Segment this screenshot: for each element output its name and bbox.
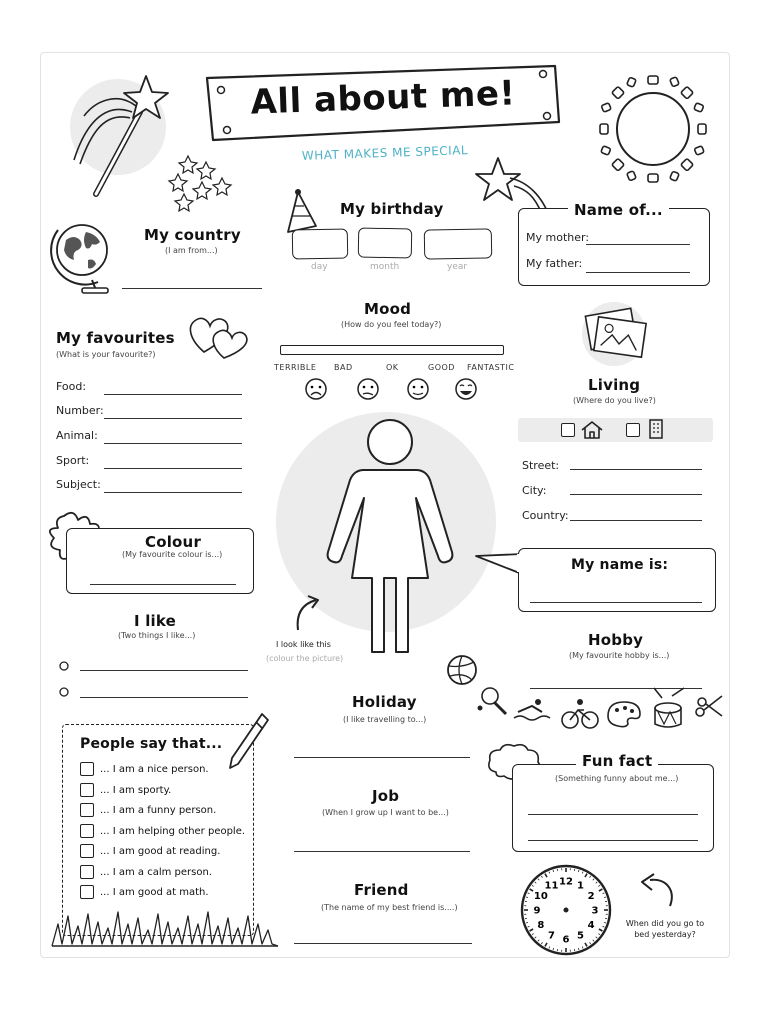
hearts-icon (188, 312, 254, 362)
favourite-animal-label: Animal: (56, 429, 98, 442)
job-title: Job (372, 787, 400, 805)
checkbox[interactable] (80, 885, 94, 899)
bullet-circle-2 (58, 686, 70, 698)
clock-number: 4 (587, 920, 595, 931)
mood-level-good: GOOD (428, 363, 455, 372)
living-country-line[interactable] (570, 520, 702, 521)
mood-faces (300, 376, 490, 404)
mother-label: My mother: (526, 231, 590, 244)
people-say-title: People say that... (80, 736, 223, 752)
apartment-building-icon (648, 418, 664, 440)
birthday-title: My birthday (340, 200, 444, 218)
bullet-circle-1 (58, 660, 70, 672)
birthday-year-box[interactable] (424, 228, 493, 259)
people-say-item-label: ... I am good at math. (100, 887, 209, 898)
sun-icon (598, 74, 708, 184)
people-say-item-label: ... I am a nice person. (100, 764, 209, 775)
page-title: All about me! (249, 73, 517, 123)
clock-number: 7 (548, 930, 555, 942)
i-like-title: I like (134, 612, 177, 630)
swimming-icon (514, 699, 550, 720)
hobby-title: Hobby (588, 631, 644, 649)
living-hint: (Where do you live?) (573, 396, 656, 405)
house-icon (580, 420, 604, 440)
volleyball-icon (446, 654, 478, 686)
birthday-year-label: year (447, 262, 468, 272)
country-hint: (I am from...) (165, 246, 218, 255)
fun-fact-title: Fun fact (576, 752, 658, 770)
mother-answer-line[interactable] (586, 244, 690, 245)
living-title: Living (588, 376, 641, 394)
house-checkbox[interactable] (561, 423, 575, 437)
fun-fact-line-2[interactable] (528, 840, 698, 841)
apartment-checkbox[interactable] (626, 423, 640, 437)
favourite-sport-label: Sport: (56, 454, 90, 467)
colour-answer-line[interactable] (90, 584, 236, 585)
checkbox[interactable] (80, 824, 94, 838)
favourite-sport-line[interactable] (104, 468, 242, 469)
page-subtitle: WHAT MAKES ME SPECIAL (301, 143, 469, 163)
i-like-line-1[interactable] (80, 670, 248, 671)
city-label: City: (522, 484, 547, 497)
country-answer-line[interactable] (122, 288, 262, 289)
colour-hint: (My favourite colour is...) (122, 550, 223, 559)
people-say-item[interactable] (80, 883, 250, 904)
checkbox[interactable] (80, 844, 94, 858)
hobby-icons (476, 686, 726, 734)
name-of-title: Name of... (568, 201, 669, 219)
friend-title: Friend (354, 881, 409, 899)
checkbox[interactable] (80, 803, 94, 817)
clock-number: 5 (577, 930, 584, 942)
bedtime-question-line-2: bed yesterday? (634, 930, 696, 939)
mood-title: Mood (364, 300, 412, 318)
clock-number: 9 (533, 905, 541, 917)
birthday-month-label: month (370, 262, 400, 272)
favourite-subject-line[interactable] (104, 492, 242, 493)
people-say-list (80, 760, 250, 904)
people-say-item[interactable] (80, 801, 250, 822)
figure-caption-hint: (colour the picture) (266, 654, 344, 663)
holiday-hint: (I like travelling to...) (343, 715, 427, 724)
people-say-item-label: ... I am sporty. (100, 784, 172, 796)
cycling-icon (562, 699, 598, 728)
photos-icon (574, 298, 654, 368)
people-say-item-label: ... I am good at reading. (100, 846, 221, 857)
name-speech-tail-cover (517, 554, 522, 572)
grass-icon (52, 908, 278, 948)
scissors-icon (696, 696, 722, 716)
mood-level-fantastic: FANTASTIC (467, 363, 515, 372)
name-is-title: My name is: (571, 557, 669, 573)
favourites-hint: (What is your favourite?) (56, 350, 156, 359)
bedtime-question (620, 918, 710, 940)
favourite-subject-label: Subject: (56, 478, 101, 491)
name-of-box (518, 208, 710, 286)
living-type-strip (518, 418, 713, 442)
people-say-item-label: ... I am a funny person. (100, 805, 217, 816)
curved-arrow-icon (292, 594, 322, 634)
fun-fact-hint: (Something funny about me...) (555, 774, 679, 783)
mood-level-bad: BAD (334, 363, 353, 372)
figure-caption: I look like this (276, 640, 331, 649)
favourite-food-label: Food: (56, 380, 87, 393)
people-say-item[interactable] (80, 822, 250, 843)
ping-pong-icon (478, 688, 507, 714)
clock-number: 2 (587, 891, 595, 902)
people-say-item-label: ... I am helping other people. (100, 825, 246, 837)
mood-level-terrible: TERRIBLE (274, 363, 317, 372)
globe-icon (52, 218, 118, 296)
clock-number: 12 (559, 876, 573, 888)
friend-hint: (The name of my best friend is....) (321, 903, 458, 912)
favourite-food-line[interactable] (104, 394, 242, 395)
clock-number: 3 (591, 905, 599, 917)
people-say-item[interactable] (80, 842, 250, 863)
holiday-title: Holiday (352, 693, 417, 711)
people-say-item[interactable] (80, 863, 250, 884)
mood-level-ok: OK (386, 363, 399, 372)
father-label: My father: (526, 257, 583, 270)
favourite-number-label: Number: (56, 404, 104, 417)
bedtime-question-line-1: When did you go to (625, 919, 705, 928)
clock-number: 10 (533, 891, 548, 902)
friend-answer-line[interactable] (294, 943, 472, 944)
birthday-month-box[interactable] (358, 228, 413, 259)
checkbox[interactable] (80, 865, 94, 879)
clock-number: 6 (562, 934, 570, 946)
checkbox[interactable] (80, 762, 94, 776)
drum-icon (654, 688, 684, 727)
job-hint: (When I grow up I want to be...) (322, 808, 449, 817)
mood-hint: (How do you feel today?) (341, 320, 442, 329)
colour-title: Colour (145, 533, 202, 551)
living-country-label: Country: (522, 509, 569, 522)
country-title: My country (144, 226, 241, 244)
clock-number: 11 (544, 880, 559, 892)
city-line[interactable] (570, 494, 702, 495)
name-answer-line[interactable] (530, 602, 702, 603)
bad-face-icon[interactable] (358, 379, 378, 399)
clock-number: 1 (577, 880, 584, 892)
terrible-face-icon[interactable] (306, 379, 326, 399)
favourites-title: My favourites (56, 329, 175, 347)
i-like-hint: (Two things I like...) (118, 631, 196, 640)
title-banner (203, 62, 561, 142)
birthday-day-label: day (311, 262, 328, 272)
favourite-number-line[interactable] (104, 418, 242, 419)
job-answer-line[interactable] (294, 851, 470, 852)
checkbox[interactable] (80, 783, 94, 797)
birthday-day-box[interactable] (292, 229, 349, 260)
people-say-item[interactable] (80, 760, 250, 781)
clock-number: 8 (537, 920, 545, 931)
paint-palette-icon (608, 702, 640, 727)
stars-icon (166, 152, 236, 212)
mood-scale-bar[interactable] (280, 345, 504, 355)
i-like-line-2[interactable] (80, 697, 248, 698)
holiday-answer-line[interactable] (294, 757, 470, 758)
clock-icon[interactable] (518, 862, 614, 958)
back-arrow-icon (630, 872, 678, 912)
hobby-hint: (My favourite hobby is...) (569, 651, 670, 660)
favourite-animal-line[interactable] (104, 443, 242, 444)
fun-fact-line-1[interactable] (528, 814, 698, 815)
people-say-item[interactable] (80, 781, 250, 802)
fantastic-face-icon[interactable] (456, 379, 476, 399)
street-label: Street: (522, 459, 560, 472)
ok-face-icon[interactable] (408, 379, 428, 399)
people-say-item-label: ... I am a calm person. (100, 866, 212, 878)
magic-wand-icon (66, 72, 176, 202)
father-answer-line[interactable] (586, 272, 690, 273)
street-line[interactable] (570, 469, 702, 470)
